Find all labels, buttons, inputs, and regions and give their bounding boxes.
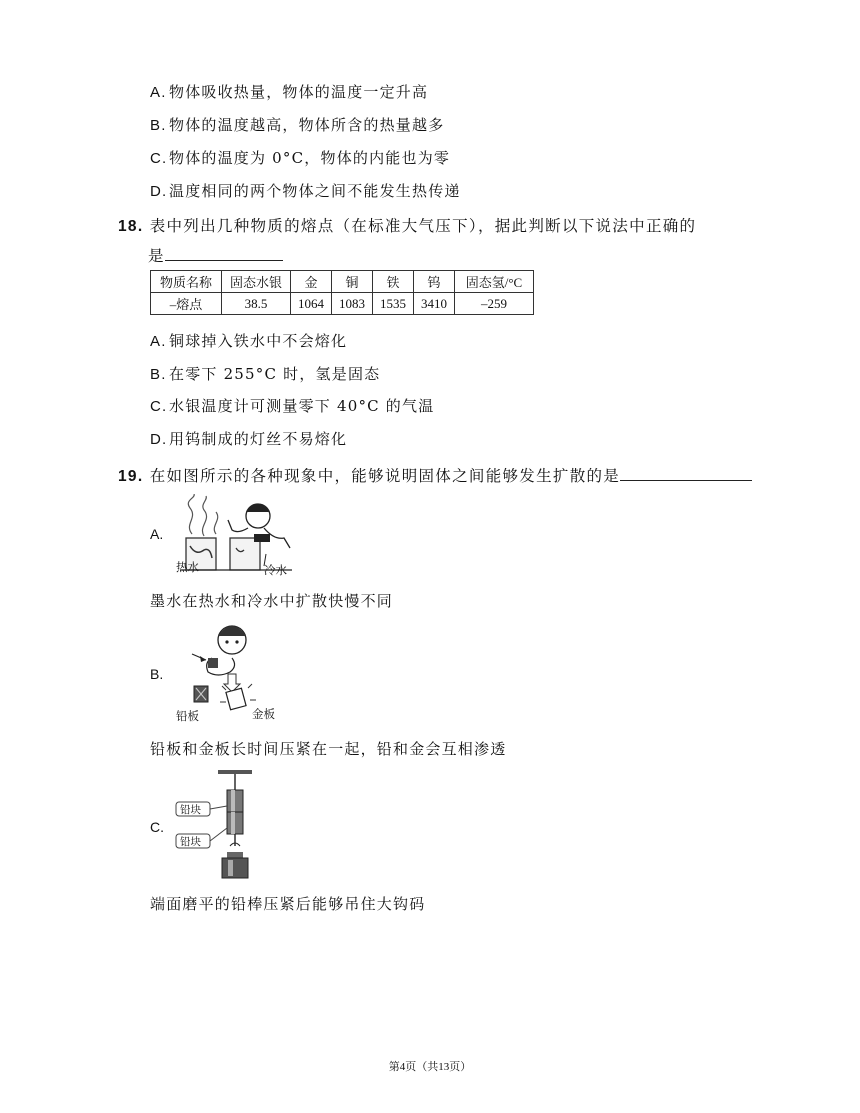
answer-blank[interactable] bbox=[165, 246, 283, 261]
question-text: 表中列出几种物质的熔点（在标准大气压下），据此判断以下说法中正确的 bbox=[149, 217, 697, 235]
q18-option-c bbox=[150, 395, 434, 416]
answer-blank[interactable] bbox=[620, 466, 752, 481]
option-text: 用钨制成的灯丝不易熔化 bbox=[169, 430, 348, 448]
table-cell: 固态氢/°C bbox=[455, 271, 534, 293]
table-row bbox=[151, 271, 534, 293]
option-text: 物体的温度为 0°C，物体的内能也为零 bbox=[169, 149, 451, 167]
q19-option-a-caption: 墨水在热水和冷水中扩散快慢不同 bbox=[150, 592, 394, 610]
q18-option-b bbox=[150, 363, 380, 384]
page-footer: 第4页（共13页） bbox=[388, 1061, 472, 1073]
table-row bbox=[151, 293, 534, 315]
melting-point-table bbox=[150, 270, 534, 315]
table-cell: 铜 bbox=[332, 271, 373, 293]
q19-stem bbox=[118, 464, 752, 486]
table-cell: 物质名称 bbox=[151, 271, 222, 293]
table-cell: 1535 bbox=[373, 293, 414, 315]
question-text-cont: 是 bbox=[148, 247, 165, 265]
option-letter: B. bbox=[150, 366, 167, 383]
option-text: 物体的温度越高，物体所含的热量越多 bbox=[169, 116, 445, 134]
q17-option-a bbox=[150, 81, 428, 102]
option-letter: B. bbox=[150, 117, 167, 134]
table-cell: 铁 bbox=[373, 271, 414, 293]
q18-option-d bbox=[150, 428, 347, 449]
table-cell: –259 bbox=[455, 293, 534, 315]
question-number: 19. bbox=[118, 468, 144, 485]
option-text: 在零下 255°C 时，氢是固态 bbox=[169, 365, 381, 383]
q18-option-a bbox=[150, 330, 347, 351]
gold-plate-label: 金板 bbox=[252, 707, 275, 721]
table-cell: 1064 bbox=[291, 293, 332, 315]
lead-block-label-1: 铅块 bbox=[180, 804, 201, 816]
option-letter: A. bbox=[150, 84, 167, 101]
option-text: 温度相同的两个物体之间不能发生热传递 bbox=[169, 182, 461, 200]
q18-stem-line2 bbox=[148, 244, 283, 266]
option-letter: C. bbox=[150, 150, 168, 167]
q19-option-a-letter: A. bbox=[150, 526, 164, 542]
table-cell: 钨 bbox=[414, 271, 455, 293]
lead-blocks-hanging-figure bbox=[172, 768, 272, 886]
q17-option-b bbox=[150, 114, 444, 135]
option-text: 水银温度计可测量零下 40°C 的气温 bbox=[169, 397, 435, 415]
option-letter: C. bbox=[150, 398, 168, 415]
question-text: 在如图所示的各种现象中，能够说明固体之间能够发生扩散的是 bbox=[149, 467, 621, 485]
q19-option-c-letter: C. bbox=[150, 819, 164, 835]
q17-option-d bbox=[150, 180, 461, 201]
hot-water-label: 热水 bbox=[176, 560, 199, 574]
table-cell: 固态水银 bbox=[222, 271, 291, 293]
table-cell: 38.5 bbox=[222, 293, 291, 315]
table-cell: 1083 bbox=[332, 293, 373, 315]
option-letter: D. bbox=[150, 431, 168, 448]
lead-block-label-2: 铅块 bbox=[180, 836, 201, 848]
option-text: 物体吸收热量，物体的温度一定升高 bbox=[169, 83, 429, 101]
table-cell: 3410 bbox=[414, 293, 455, 315]
cold-water-label: 冷水 bbox=[264, 563, 287, 577]
option-text: 铜球掉入铁水中不会熔化 bbox=[169, 332, 348, 350]
q19-option-b-letter: B. bbox=[150, 666, 164, 682]
q18-stem bbox=[118, 214, 696, 236]
question-number: 18. bbox=[118, 218, 144, 235]
lead-plate-label: 铅板 bbox=[176, 709, 199, 723]
option-letter: A. bbox=[150, 333, 167, 350]
table-cell: 金 bbox=[291, 271, 332, 293]
option-letter: D. bbox=[150, 183, 168, 200]
q19-option-b-caption: 铅板和金板长时间压紧在一起，铅和金会互相渗透 bbox=[150, 740, 507, 758]
lead-gold-plate-figure bbox=[182, 618, 282, 718]
q17-option-c bbox=[150, 147, 450, 168]
q19-option-c-caption: 端面磨平的铅棒压紧后能够吊住大钩码 bbox=[150, 895, 426, 913]
table-cell: –熔点 bbox=[151, 293, 222, 315]
